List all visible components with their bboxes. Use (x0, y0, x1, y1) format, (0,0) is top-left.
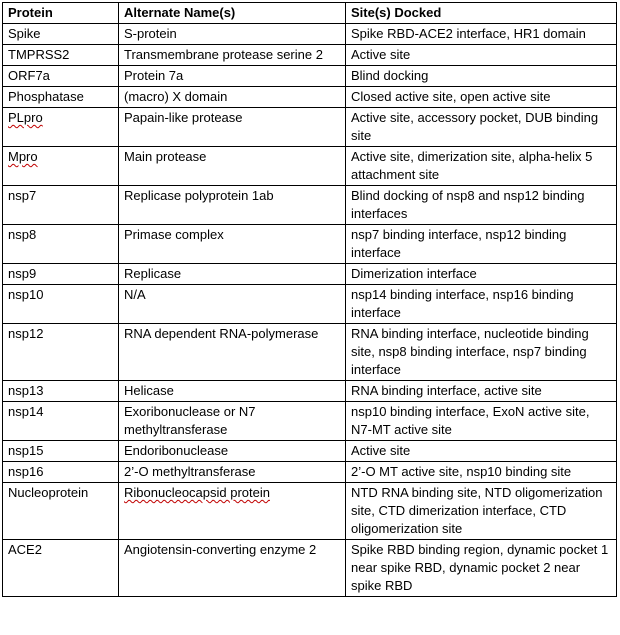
cell-alternate-name: S-protein (119, 24, 346, 45)
cell-protein (3, 147, 119, 186)
cell-protein: nsp9 (3, 264, 119, 285)
cell-alternate-name: RNA dependent RNA-polymerase (119, 324, 346, 381)
cell-alternate-name: Replicase (119, 264, 346, 285)
cell-protein: nsp7 (3, 186, 119, 225)
cell-sites-docked: RNA binding interface, nucleotide binding site, nsp8 binding interface, nsp7 binding interface (346, 324, 617, 381)
table-row (3, 147, 617, 186)
cell-protein: Spike (3, 24, 119, 45)
cell-sites-docked: Active site (346, 45, 617, 66)
cell-alternate-name (119, 483, 346, 540)
docking-sites-table (2, 2, 617, 597)
cell-sites-docked: 2’-O MT active site, nsp10 binding site (346, 462, 617, 483)
cell-sites-docked: Dimerization interface (346, 264, 617, 285)
cell-protein: nsp16 (3, 462, 119, 483)
table-row (3, 264, 617, 285)
cell-protein (3, 108, 119, 147)
table-row (3, 24, 617, 45)
cell-sites-docked: Spike RBD binding region, dynamic pocket 1 near spike RBD, dynamic pocket 2 near spike RBD (346, 540, 617, 597)
cell-protein: nsp15 (3, 441, 119, 462)
table-row (3, 441, 617, 462)
cell-alternate-name: Papain-like protease (119, 108, 346, 147)
cell-sites-docked: nsp7 binding interface, nsp12 binding interface (346, 225, 617, 264)
header-protein: Protein (3, 3, 119, 24)
cell-protein: Nucleoprotein (3, 483, 119, 540)
cell-protein: nsp14 (3, 402, 119, 441)
table-row (3, 483, 617, 540)
cell-sites-docked: nsp14 binding interface, nsp16 binding interface (346, 285, 617, 324)
table-row (3, 402, 617, 441)
cell-sites-docked: nsp10 binding interface, ExoN active site, N7-MT active site (346, 402, 617, 441)
spellcheck-word: Ribonucleocapsid protein (124, 485, 270, 500)
cell-sites-docked: Active site, accessory pocket, DUB binding site (346, 108, 617, 147)
cell-alternate-name: Main protease (119, 147, 346, 186)
cell-sites-docked: Active site (346, 441, 617, 462)
table-row (3, 108, 617, 147)
cell-alternate-name: (macro) X domain (119, 87, 346, 108)
cell-protein: nsp13 (3, 381, 119, 402)
cell-sites-docked: Closed active site, open active site (346, 87, 617, 108)
cell-alternate-name: Exoribonuclease or N7 methyltransferase (119, 402, 346, 441)
cell-protein: nsp12 (3, 324, 119, 381)
cell-protein: ACE2 (3, 540, 119, 597)
table-row (3, 324, 617, 381)
spellcheck-word: Mpro (8, 149, 38, 164)
table-row (3, 225, 617, 264)
spellcheck-word: PLpro (8, 110, 43, 125)
cell-sites-docked: Active site, dimerization site, alpha-helix 5 attachment site (346, 147, 617, 186)
cell-sites-docked: Blind docking of nsp8 and nsp12 binding interfaces (346, 186, 617, 225)
cell-protein: TMPRSS2 (3, 45, 119, 66)
cell-protein: nsp8 (3, 225, 119, 264)
table-row (3, 45, 617, 66)
cell-alternate-name: Angiotensin-converting enzyme 2 (119, 540, 346, 597)
table-row (3, 66, 617, 87)
cell-sites-docked: RNA binding interface, active site (346, 381, 617, 402)
cell-alternate-name: Primase complex (119, 225, 346, 264)
cell-sites-docked: Spike RBD-ACE2 interface, HR1 domain (346, 24, 617, 45)
cell-alternate-name: Protein 7a (119, 66, 346, 87)
cell-alternate-name: Endoribonuclease (119, 441, 346, 462)
table-row (3, 462, 617, 483)
header-alternate-names: Alternate Name(s) (119, 3, 346, 24)
cell-protein: nsp10 (3, 285, 119, 324)
table-row (3, 87, 617, 108)
table-header-row (3, 3, 617, 24)
cell-sites-docked: NTD RNA binding site, NTD oligomerization site, CTD dimerization interface, CTD oligomerization site (346, 483, 617, 540)
cell-protein: Phosphatase (3, 87, 119, 108)
cell-sites-docked: Blind docking (346, 66, 617, 87)
table-row (3, 540, 617, 597)
table-row (3, 186, 617, 225)
table-row (3, 381, 617, 402)
cell-protein: ORF7a (3, 66, 119, 87)
cell-alternate-name: Replicase polyprotein 1ab (119, 186, 346, 225)
cell-alternate-name: N/A (119, 285, 346, 324)
cell-alternate-name: Helicase (119, 381, 346, 402)
header-sites-docked: Site(s) Docked (346, 3, 617, 24)
cell-alternate-name: Transmembrane protease serine 2 (119, 45, 346, 66)
cell-alternate-name: 2’-O methyltransferase (119, 462, 346, 483)
table-row (3, 285, 617, 324)
